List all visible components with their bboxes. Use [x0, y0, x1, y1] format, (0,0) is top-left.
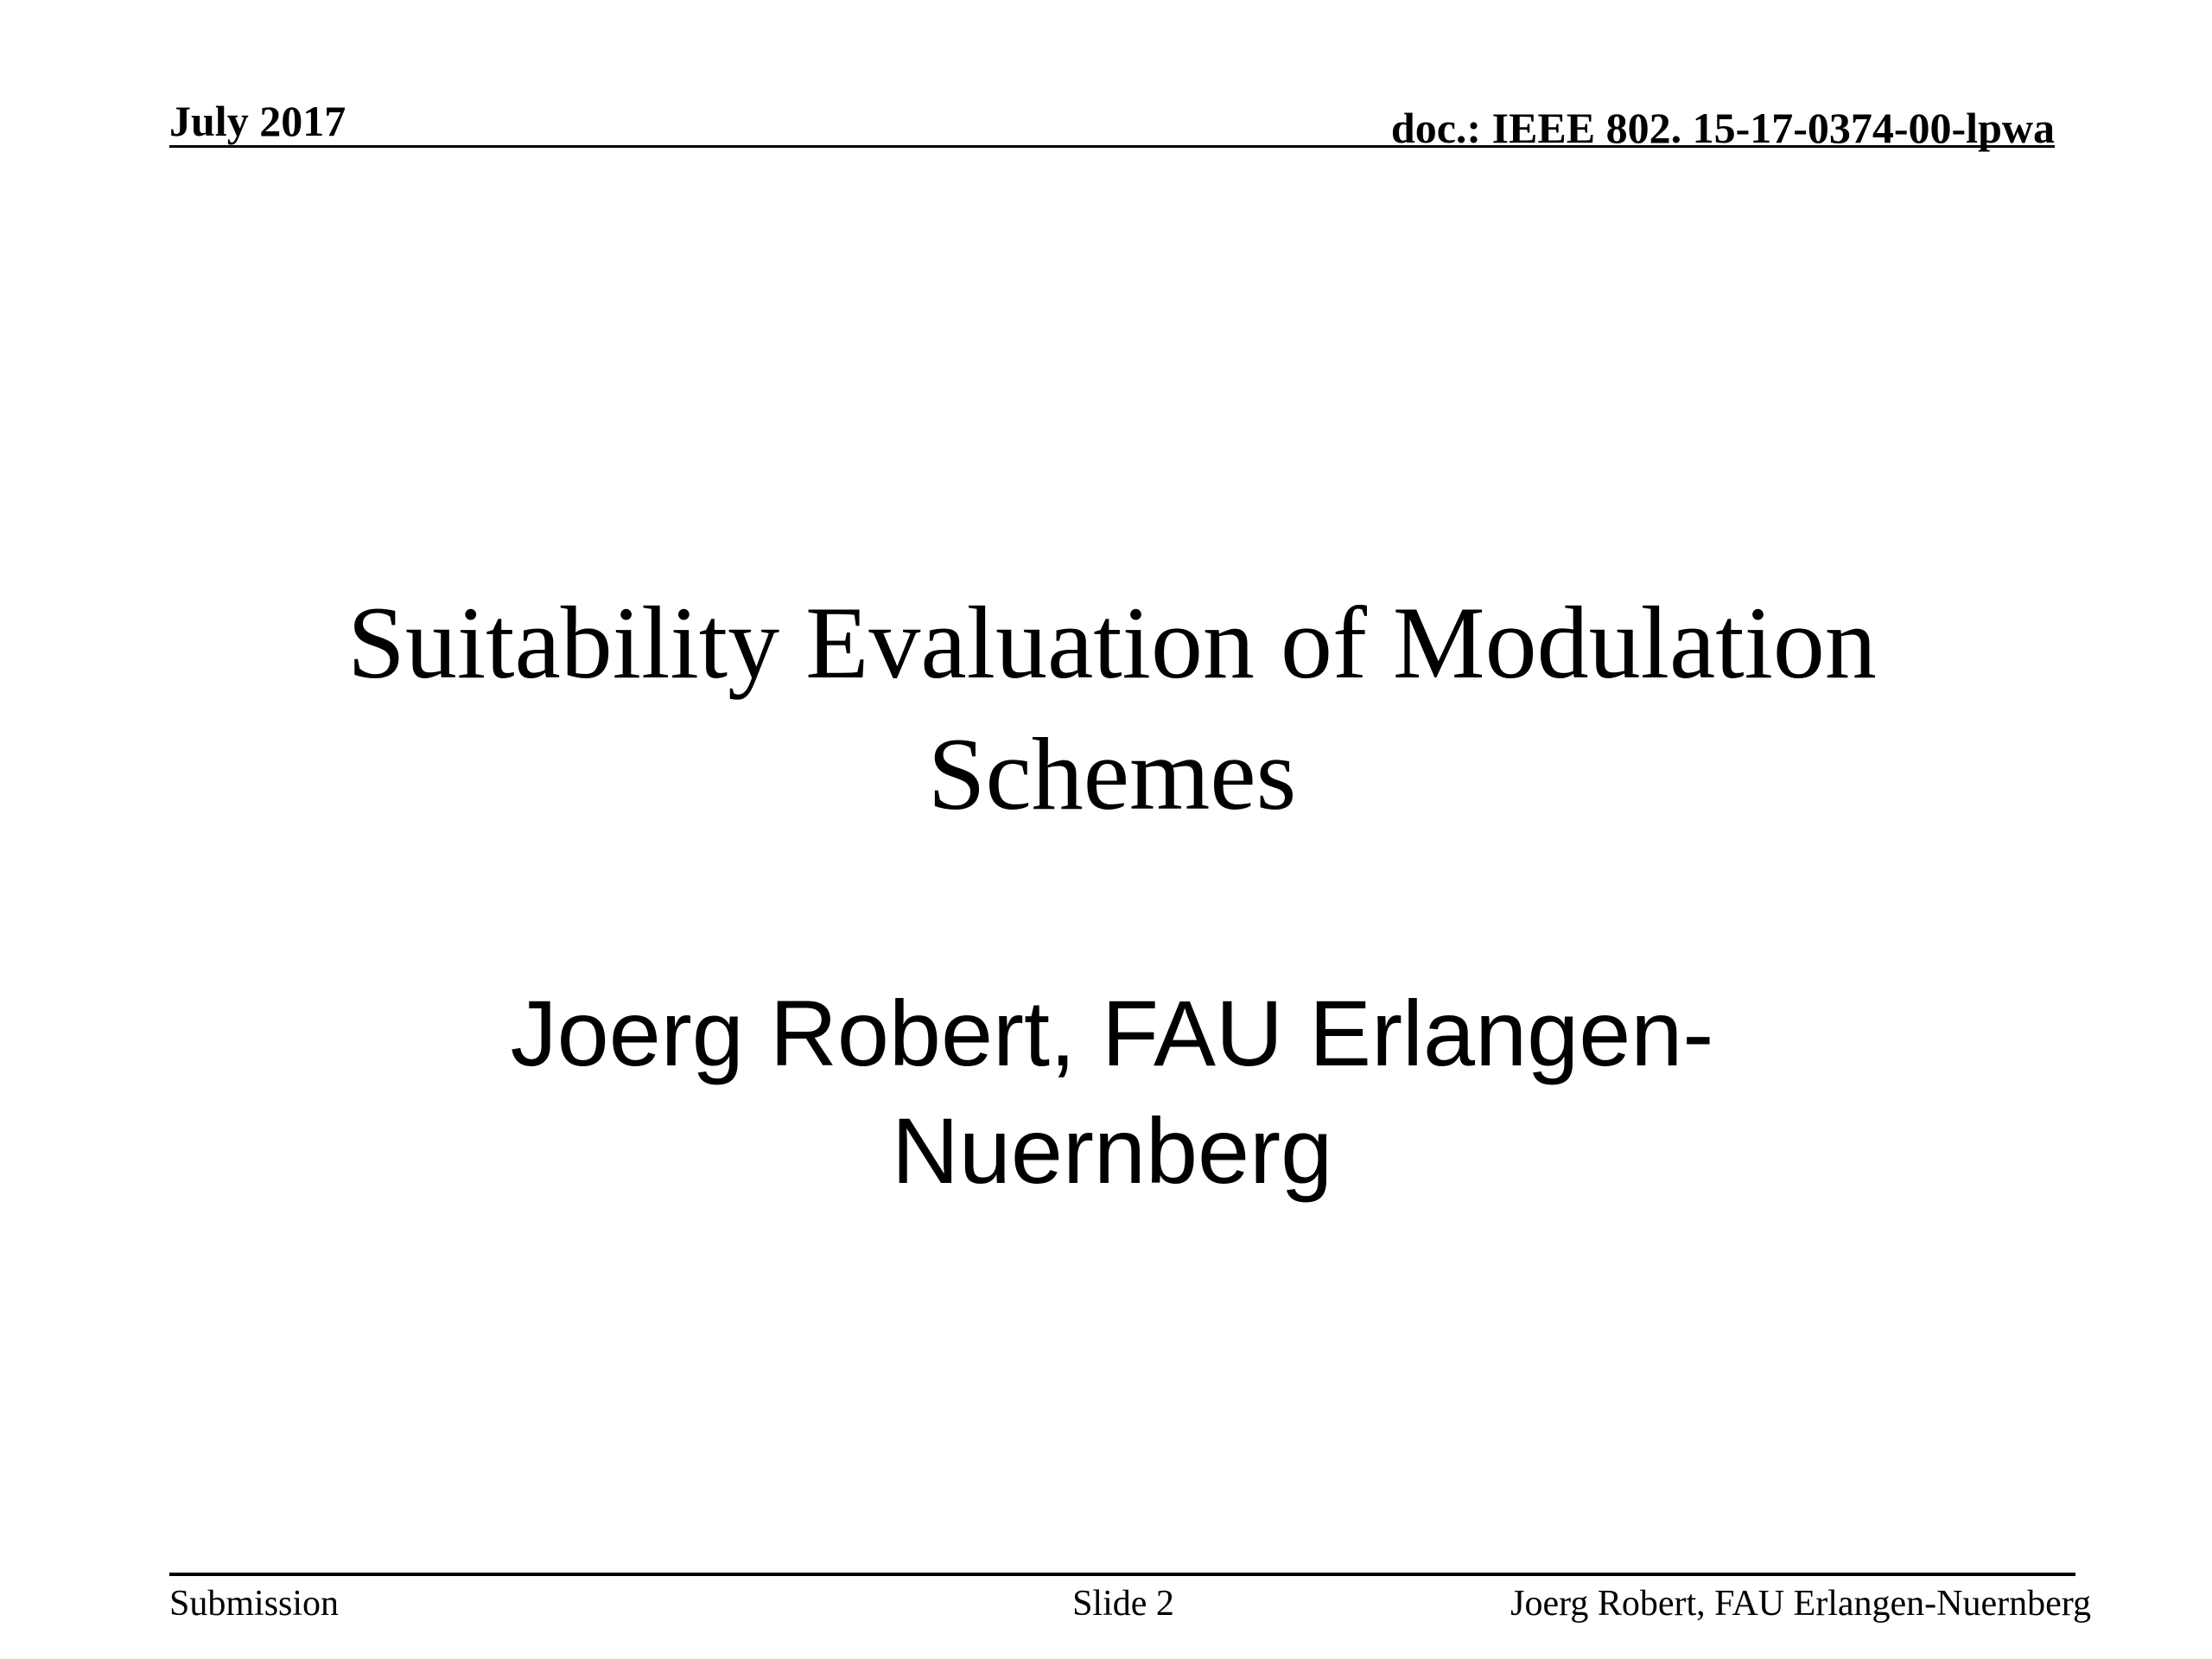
- footer-author: Joerg Robert, FAU Erlangen-Nuernberg: [1510, 1584, 2091, 1624]
- footer-submission: Submission: [169, 1584, 340, 1624]
- header-doc-id: doc.: IEEE 802. 15-17-0374-00-lpwa: [1390, 104, 2055, 152]
- slide-title: Suitability Evaluation of Modulation Schemes: [347, 585, 1877, 831]
- footer-slide-number: Slide 2: [1072, 1584, 1174, 1624]
- header-divider: [169, 145, 2055, 148]
- slide-subtitle: Joerg Robert, FAU Erlangen-Nuernberg: [510, 981, 1714, 1203]
- footer-divider: [169, 1573, 2075, 1576]
- header-date: July 2017: [169, 97, 346, 145]
